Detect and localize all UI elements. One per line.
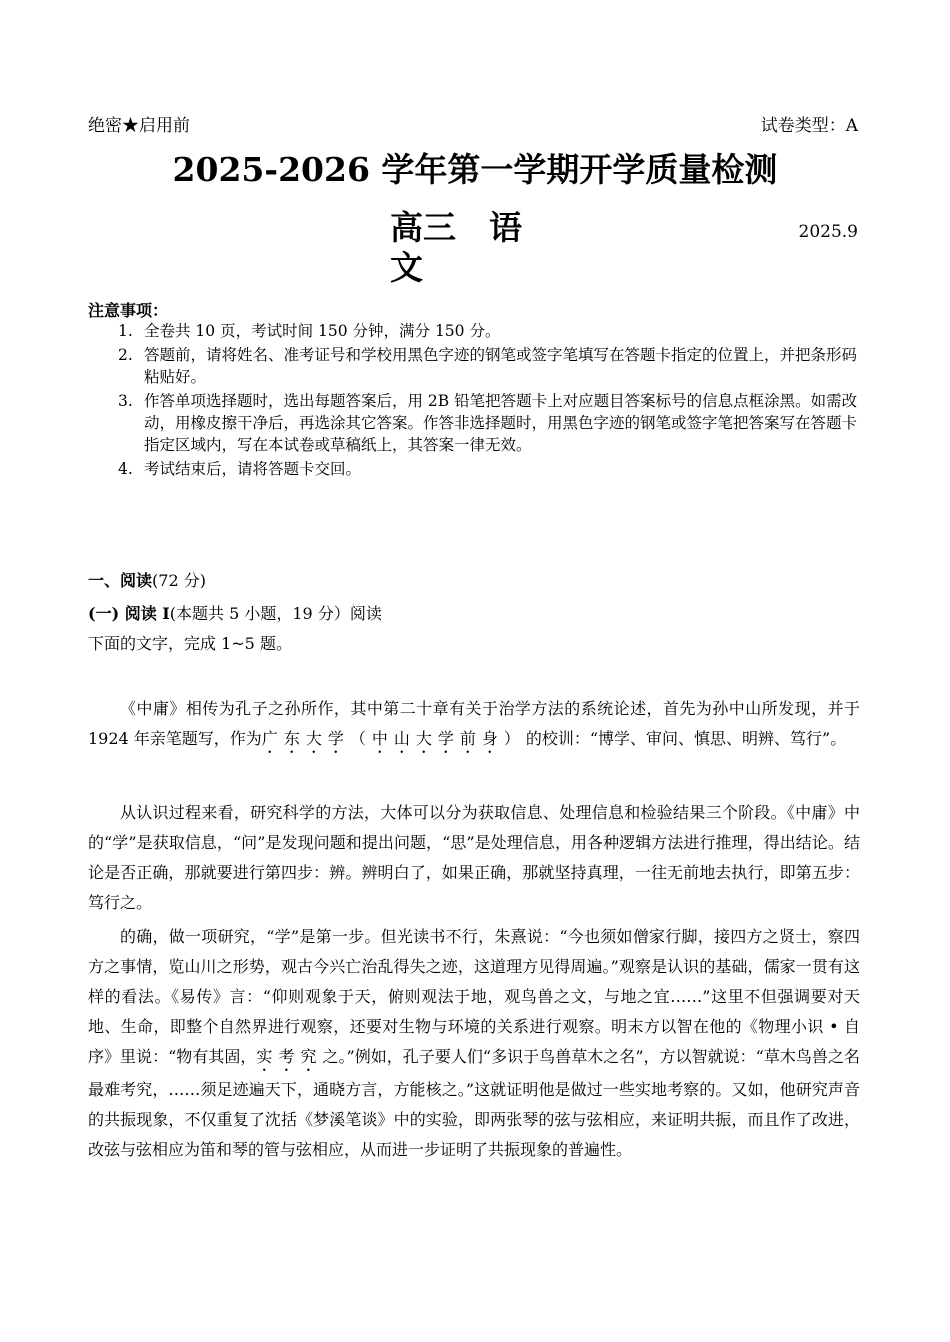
- notice-title: 注意事项：: [88, 301, 169, 320]
- notice-item: 2. 答题前，请将姓名、准考证号和学校用黑色字迹的钢笔或签字笔填写在答题卡指定的位置上，并把条形码粘贴好。: [118, 346, 858, 386]
- passage-paragraph-2: 从认识过程来看，研究科学的方法，大体可以分为获取信息、处理信息和检验结果三个阶段。《中庸》中的“学”是获取信息，“问”是发现问题和提出问题，“思”是处理信息，用各种逻辑方法进行推理，得出结论。结论是否正确，那就要进行第四步：辨。辨明白了，如果正确，那就坚持真理，一往无前地去执行，即第五步：笃行之。: [88, 803, 860, 912]
- emphasis-text: 广东大学（中山大学前身）: [261, 729, 526, 748]
- confidential-label: 绝密★启用前: [88, 116, 190, 136]
- passage-paragraph-1: 《中庸》相传为孔子之孙所作，其中第二十章有关于治学方法的系统论述，首先为孙中山所发现，并于 1924 年亲笔题写，作为广东大学（中山大学前身）的校训：“博学、审问、慎思、明辨、笃行”。: [88, 699, 860, 748]
- paper-type: 试卷类型：A: [760, 116, 858, 136]
- notice-item: 1. 全卷共 10 页，考试时间 150 分钟，满分 150 分。: [118, 322, 501, 340]
- passage-paragraph-3: 的确，做一项研究，“学”是第一步。但光读书不行，朱熹说：“今也须如僧家行脚，接四方之贤士，察四方之事情，览山川之形势，观古今兴亡治乱得失之迹，这道理方见得周遍。”观察是认识的基础，儒家一贯有这样的看法。《易传》言：“仰则观象于天，俯则观法于地，观鸟兽之文，与地之宜……”这里不但强调要对天地、生命，即整个自然界进行观察，还要对生物与环境的关系进行观察。明末方以智在他的《物理小识 • 自序》里说：“物有其固，实考究之。”例如，孔子要人们“多识于鸟兽草木之名”，方以智就说：“草木鸟兽之名最难考究，……须足迹遍天下，通晓方言，方能核之。”这就证明他是做过一些实地考察的。又如，他研究声音的共振现象，不仅重复了沈括《梦溪笔谈》中的实验，即两张琴的弦与弦相应，来证明共振，而且作了改进，改弦与弦相应为笛和琴的管与弦相应，从而进一步证明了共振现象的普遍性。: [88, 927, 860, 1159]
- notice-list: [118, 320, 863, 482]
- emphasis-text: 实考究: [256, 1047, 323, 1066]
- notice-item: 3. 作答单项选择题时，选出每题答案后，用 2B 铅笔把答题卡上对应题目答案标号的信息点框涂黑。如需改动，用橡皮擦干净后，再选涂其它答案。作答非选择题时，用黑色字迹的钢笔或签字笔把答案写在答题卡指定区域内，写在本试卷或草稿纸上，其答案一律无效。: [118, 392, 858, 454]
- subsection-heading: (一) 阅读 Ⅰ(本题共 5 小题，19 分）阅读下面的文字，完成 1~5 题。: [88, 604, 382, 653]
- subject-line-2: 文: [390, 248, 423, 287]
- subject-title: [390, 208, 550, 288]
- notice-item: 4. 考试结束后，请将答题卡交回。: [118, 460, 362, 478]
- exam-title: 2025-2026 学年第一学期开学质量检测: [172, 150, 778, 189]
- exam-date: 2025.9: [798, 222, 858, 242]
- subject-line-1: 高三 语: [390, 208, 522, 247]
- section-heading: 一、阅读(72 分): [88, 571, 206, 590]
